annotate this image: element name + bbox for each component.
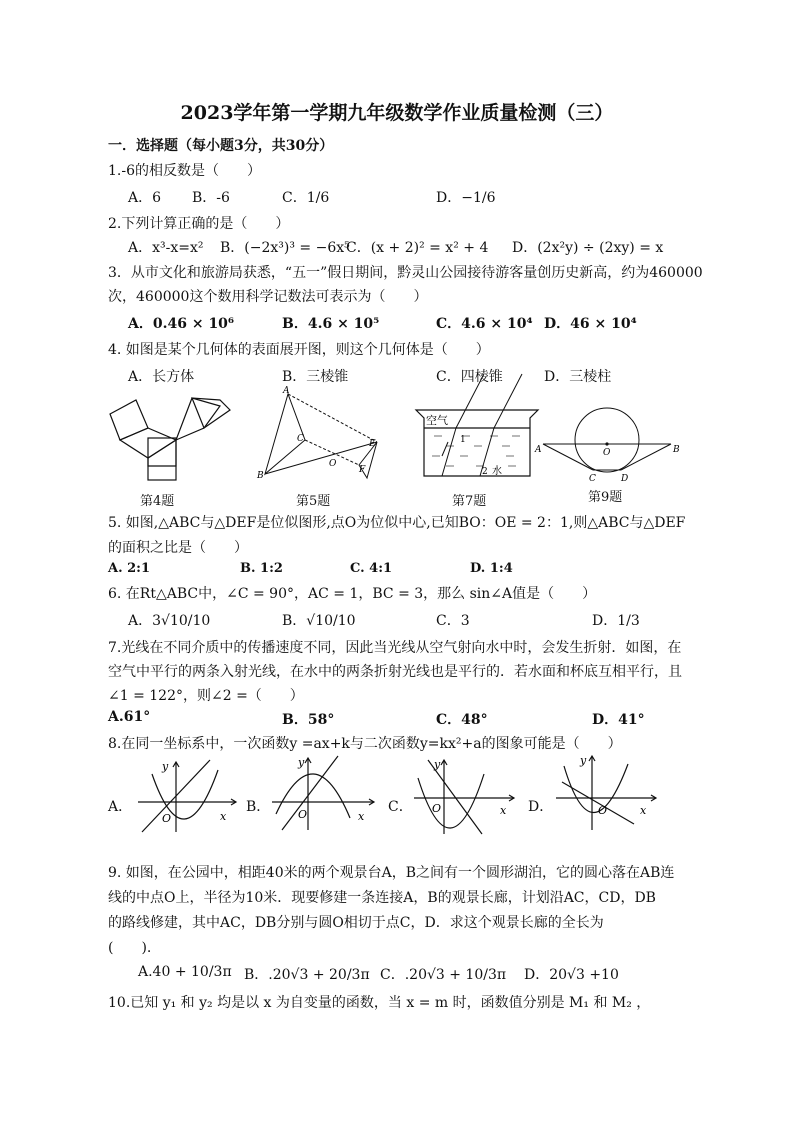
figure-4-net	[108, 388, 238, 483]
f9-label-b: B	[673, 445, 680, 455]
q7-option-d: D．41°	[592, 712, 645, 728]
q8-option-c: C．	[388, 799, 413, 815]
q8d-x-label: x	[640, 804, 647, 817]
q7-option-c: C．48°	[436, 712, 488, 728]
q3-option-c: C．4.6 × 10⁴	[436, 316, 533, 332]
q6-option-c: C．3	[436, 613, 470, 629]
question-6-stem: 6. 在Rt△ABC中，∠C = 90°，AC = 1，BC = 3，那么 sin∠A值是（ ）	[108, 586, 597, 602]
q8d-y-label: y	[580, 754, 587, 767]
q6-option-a: A．3√10/10	[128, 613, 211, 629]
q2-option-b: B．(−2x³)³ = −6x⁵	[220, 240, 350, 256]
q5-option-c: C. 4:1	[350, 561, 393, 576]
page-title: 2023学年第一学期九年级数学作业质量检测（三）	[180, 102, 614, 124]
q3-option-d: D．46 × 10⁴	[544, 316, 637, 332]
figure-5-homothety	[255, 386, 385, 486]
question-4-stem: 4. 如图是某个几何体的表面展开图，则这个几何体是（ ）	[108, 342, 490, 358]
figure-7-caption: 第7题	[452, 494, 487, 509]
q7-option-b: B．58°	[282, 712, 335, 728]
question-9-line3: 的路线修建，其中AC，DB分别与圆O相切于点C，D．求这个观景长廊的全长为	[108, 915, 604, 931]
figure-7-refraction	[412, 372, 542, 484]
figure-4-caption: 第4题	[140, 494, 175, 509]
f7-label-air: 空气	[426, 414, 448, 427]
f7-label-water: 水	[492, 466, 502, 477]
question-5-line1: 5. 如图,△ABC与△DEF是位似图形,点O为位似中心,已知BO：OE = 2：1,则△ABC与△DEF	[108, 515, 686, 531]
question-3-line1: 3．从市文化和旅游局获悉，“五一”假日期间，黔灵山公园接待游客量创历史新高，约为460000	[108, 265, 703, 281]
q8b-y-label: y	[298, 756, 305, 769]
q3-option-b: B．4.6 × 10⁵	[282, 316, 380, 332]
q2-option-a: A．x³-x=x²	[128, 240, 204, 256]
q1-option-c: C．1/6	[282, 190, 330, 206]
f7-label-1: 1	[460, 435, 466, 445]
q5-option-a: A. 2:1	[108, 561, 151, 576]
f5-label-o: O	[329, 459, 337, 469]
q9-option-d: D．20√3 +10	[524, 967, 619, 983]
question-3-line2: 次，460000这个数用科学记数法可表示为（ ）	[108, 289, 428, 305]
q8-graph-c	[410, 756, 520, 836]
q9-option-a: A.40 + 10/3π	[138, 964, 232, 980]
q1-option-b: B．-6	[192, 190, 230, 206]
q4-option-c: C．四棱锥	[436, 369, 503, 385]
question-2-stem: 2.下列计算正确的是（ ）	[108, 216, 290, 232]
question-1-stem: 1.-6的相反数是（ ）	[108, 163, 261, 179]
q8d-origin-label: O	[598, 804, 608, 817]
q3-option-a: A．0.46 × 10⁶	[128, 316, 235, 332]
q4-option-b: B．三棱锥	[282, 369, 349, 385]
q7-option-a: A.61°	[108, 709, 151, 725]
question-9-line2: 线的中点O上，半径为10米．现要修建一条连接A，B的观景长廊，计划沿AC，CD，DB	[108, 890, 656, 906]
q4-option-a: A．长方体	[128, 369, 195, 385]
q8-graph-a	[132, 756, 242, 836]
f9-label-d: D	[621, 474, 629, 484]
q8-option-a: A．	[108, 799, 133, 815]
q8-graph-b	[268, 752, 378, 832]
q8c-origin-label: O	[432, 802, 442, 815]
q8a-y-label: y	[162, 760, 169, 773]
question-8-stem: 8.在同一坐标系中，一次函数y =ax+k与二次函数y=kx²+a的图象可能是（ ）	[108, 736, 622, 752]
q5-option-b: B. 1:2	[240, 561, 283, 576]
question-7-line1: 7.光线在不同介质中的传播速度不同，因此当光线从空气射向水中时，会发生折射．如图，在	[108, 640, 682, 656]
section-heading: 一．选择题（每小题3分，共30分）	[108, 138, 334, 154]
question-7-line2: 空气中平行的两条入射光线，在水中的两条折射光线也是平行的．若水面和杯底互相平行，且	[108, 664, 682, 680]
q8a-x-label: x	[220, 810, 227, 823]
q8-option-d: D．	[528, 799, 554, 815]
q8-option-b: B．	[246, 799, 271, 815]
question-5-line2: 的面积之比是（ ）	[108, 540, 248, 556]
q5-option-d: D. 1:4	[470, 561, 513, 576]
f7-label-2: 2	[482, 467, 488, 477]
q6-option-b: B．√10/10	[282, 613, 356, 629]
figure-9-caption: 第9题	[588, 490, 623, 505]
q1-option-a: A．6	[128, 190, 162, 206]
q8-graph-d	[552, 752, 662, 832]
figure-9-circle-tangents	[535, 404, 685, 484]
f5-label-e: E	[369, 439, 376, 449]
q2-option-d: D．(2x²y) ÷ (2xy) = x	[512, 240, 664, 256]
q6-option-d: D．1/3	[592, 613, 640, 629]
q8b-x-label: x	[358, 810, 365, 823]
f5-label-a: A	[283, 386, 290, 396]
q2-option-c: C．(x + 2)² = x² + 4	[346, 240, 489, 256]
q4-option-d: D．三棱柱	[544, 369, 612, 385]
f5-label-c: C	[297, 434, 304, 444]
f9-label-c: C	[589, 474, 596, 484]
figure-5-caption: 第5题	[296, 494, 331, 509]
q8a-origin-label: O	[162, 812, 172, 825]
q9-option-b: B．.20√3 + 20/3π	[244, 967, 370, 983]
question-10-line1: 10.已知 y₁ 和 y₂ 均是以 x 为自变量的函数，当 x = m 时，函数值分别是 M₁ 和 M₂ ，	[108, 995, 651, 1011]
f5-label-f: F	[359, 465, 366, 475]
q8b-origin-label: O	[298, 808, 308, 821]
q8c-x-label: x	[500, 804, 507, 817]
q1-option-d: D．−1/6	[436, 190, 496, 206]
f9-label-o: O	[603, 448, 611, 458]
q9-option-c: C．.20√3 + 10/3π	[380, 967, 507, 983]
question-9-line1: 9. 如图，在公园中，相距40米的两个观景台A，B之间有一个圆形湖泊，它的圆心落在AB连	[108, 865, 675, 881]
question-7-line3: ∠1 = 122°，则∠2 =（ ）	[108, 688, 304, 704]
q8c-y-label: y	[434, 758, 441, 771]
question-9-line4: ( ).	[108, 940, 152, 956]
f9-label-a: A	[535, 445, 542, 455]
f5-label-b: B	[257, 471, 264, 481]
